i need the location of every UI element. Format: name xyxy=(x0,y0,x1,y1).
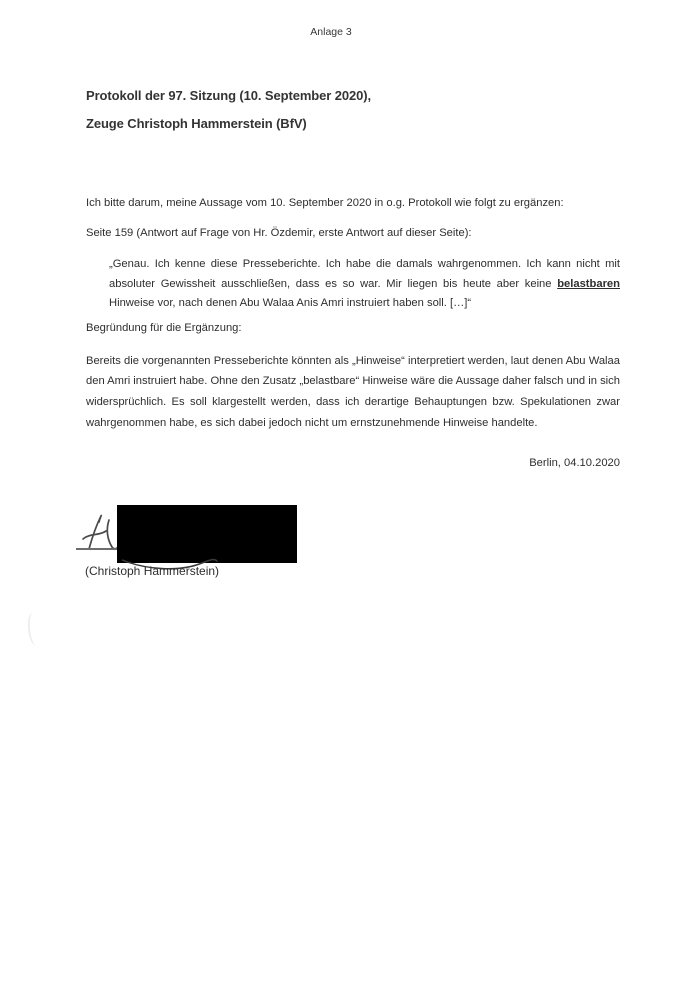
document-title xyxy=(86,88,620,132)
attachment-label: Anlage 3 xyxy=(310,26,352,38)
intro-sentence: Ich bitte darum, meine Aussage vom 10. September 2020 in o.g. Protokoll wie folgt zu ergänzen: xyxy=(86,197,564,209)
title-line-2: Zeuge Christoph Hammerstein (BfV) xyxy=(86,116,307,131)
justification-heading: Begründung für die Ergänzung: xyxy=(86,321,242,334)
quote-text-after-emphasis: Hinweise vor, nach denen Abu Walaa Anis Amri instruiert haben soll. […]“ xyxy=(109,297,472,309)
emphasized-word-belastbaren: belastbaren xyxy=(557,277,620,290)
scan-artifact-mark xyxy=(26,611,43,646)
quote-text-before-emphasis: „Genau. Ich kenne diese Presseberichte. Ich habe die damals wahrgenommen. Ich kann nicht mit absoluter Gewissheit ausschließen, dass es so war. Mir liegen bis heute aber keine xyxy=(109,258,620,290)
title-line-1: Protokoll der 97. Sitzung (10. September 2020), xyxy=(86,88,371,103)
page-reference-line: Seite 159 (Antwort auf Frage von Hr. Özdemir, erste Antwort auf dieser Seite): xyxy=(86,227,472,239)
signer-name: (Christoph Hammerstein) xyxy=(85,564,220,578)
justification-paragraph: Bereits die vorgenannten Presseberichte könnten als „Hinweise“ interpretiert werden, laut denen Abu Walaa den Amri instruiert habe. Ohne den Zusatz „belastbare“ Hinweise wäre die Aussage daher falsch und in sich widersprüchlich. Es soll klargestellt werden, dass ich derartige Behauptungen bzw. Spekulationen zwar wahrgenommen habe, es sich dabei jedoch nicht um ernstzunehmende Hinweise handelte. xyxy=(86,354,620,430)
quoted-testimony-block xyxy=(109,255,620,314)
place-and-date: Berlin, 04.10.2020 xyxy=(529,457,620,469)
